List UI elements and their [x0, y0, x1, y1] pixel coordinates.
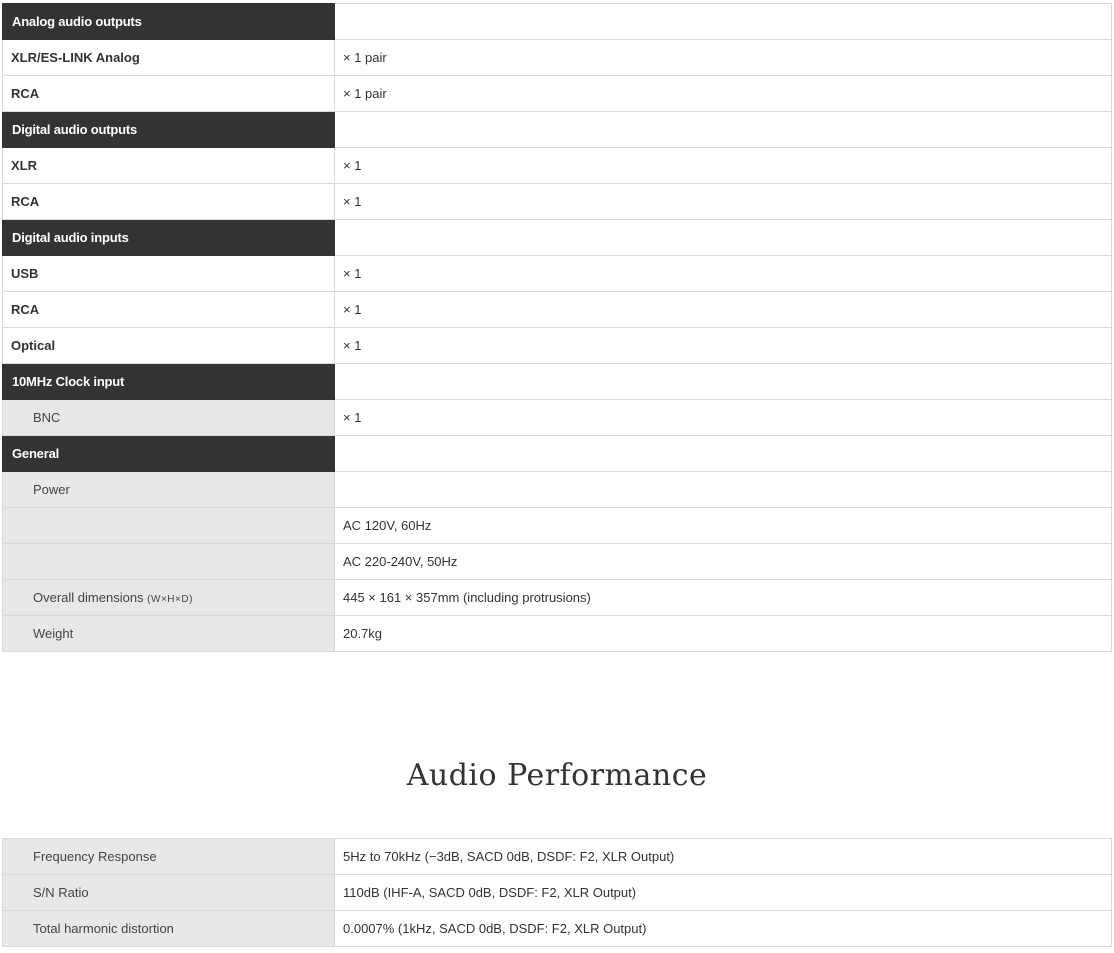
spec-label [3, 544, 335, 580]
spec-label [3, 400, 335, 436]
spec-value-text: × 1 [343, 266, 362, 281]
performance-label: Total harmonic distortion [3, 911, 335, 947]
spec-value [335, 4, 1112, 40]
spec-label-text: Weight [33, 626, 74, 641]
spec-label [3, 508, 335, 544]
spec-value-text: × 1 [343, 410, 362, 425]
spec-row [3, 616, 1112, 652]
section-header-row [3, 112, 1112, 148]
spec-value-text: × 1 [343, 194, 362, 209]
section-header-label [3, 4, 335, 40]
spec-value [335, 328, 1112, 364]
spec-label [3, 328, 335, 364]
spec-row [3, 148, 1112, 184]
spec-value [335, 580, 1112, 616]
spec-label [3, 184, 335, 220]
spec-label [3, 472, 335, 508]
spec-row [3, 472, 1112, 508]
spec-value [335, 112, 1112, 148]
spec-value [335, 436, 1112, 472]
performance-label: S/N Ratio [3, 875, 335, 911]
spec-label-text: XLR/ES-LINK Analog [11, 50, 140, 65]
spec-label-text: XLR [11, 158, 37, 173]
section-header-row [3, 436, 1112, 472]
performance-label: Frequency Response [3, 839, 335, 875]
spec-label-text: USB [11, 266, 39, 281]
spec-label-text: Overall dimensions [33, 590, 144, 605]
performance-row [3, 839, 1112, 875]
spec-label-text: RCA [11, 302, 40, 317]
performance-value: 110dB (IHF-A, SACD 0dB, DSDF: F2, XLR Output) [335, 875, 1112, 911]
performance-table [2, 838, 1112, 947]
spec-value [335, 472, 1112, 508]
section-header-label [3, 220, 335, 256]
performance-row [3, 911, 1112, 947]
spec-value-text: AC 220-240V, 50Hz [343, 554, 458, 569]
spec-label [3, 256, 335, 292]
spec-label-text: Digital audio outputs [12, 122, 138, 137]
spec-value [335, 292, 1112, 328]
performance-table-body [3, 839, 1112, 947]
spec-value [335, 220, 1112, 256]
spec-table-body [3, 4, 1112, 652]
spec-label [3, 580, 335, 616]
spec-value [335, 364, 1112, 400]
spec-label [3, 40, 335, 76]
spec-value [335, 40, 1112, 76]
spec-label-text: 10MHz Clock input [12, 374, 125, 389]
spec-value-text: × 1 pair [343, 86, 387, 101]
spec-label-text: Analog audio outputs [12, 14, 142, 29]
spec-row [3, 544, 1112, 580]
spec-label-unit: (W×H×D) [147, 594, 193, 605]
spec-value-text: 20.7kg [343, 626, 383, 641]
spec-label-text: Digital audio inputs [12, 230, 129, 245]
spec-value-text: × 1 pair [343, 50, 387, 65]
spec-label-text: Power [33, 482, 70, 497]
spec-label-text: BNC [33, 410, 61, 425]
spec-row [3, 328, 1112, 364]
spec-value [335, 148, 1112, 184]
spec-value [335, 508, 1112, 544]
section-header-row [3, 220, 1112, 256]
spec-label [3, 616, 335, 652]
spec-row [3, 580, 1112, 616]
spec-row [3, 256, 1112, 292]
spec-value [335, 616, 1112, 652]
section-header-label [3, 112, 335, 148]
spec-value [335, 544, 1112, 580]
section-header-label [3, 364, 335, 400]
spec-value-text: × 1 [343, 158, 362, 173]
spec-table [2, 3, 1112, 652]
section-header-label [3, 436, 335, 472]
spec-row [3, 40, 1112, 76]
section-header-row [3, 364, 1112, 400]
performance-value: 5Hz to 70kHz (−3dB, SACD 0dB, DSDF: F2, XLR Output) [335, 839, 1112, 875]
spec-row [3, 76, 1112, 112]
section-title: Audio Performance [406, 758, 708, 793]
spec-value-text: × 1 [343, 302, 362, 317]
spec-row [3, 292, 1112, 328]
spec-label [3, 148, 335, 184]
spec-label-text: RCA [11, 86, 40, 101]
spec-label-text: General [12, 446, 60, 461]
spec-value-text: AC 120V, 60Hz [343, 518, 432, 533]
spec-value-text: 445 × 161 × 357mm (including protrusions) [343, 590, 591, 605]
spec-label [3, 76, 335, 112]
spec-label [3, 292, 335, 328]
spec-label-text: RCA [11, 194, 40, 209]
spec-row [3, 184, 1112, 220]
spec-value [335, 256, 1112, 292]
performance-value: 0.0007% (1kHz, SACD 0dB, DSDF: F2, XLR Output) [335, 911, 1112, 947]
spec-row [3, 400, 1112, 436]
spec-value-text: × 1 [343, 338, 362, 353]
spec-value [335, 184, 1112, 220]
spec-row [3, 508, 1112, 544]
spec-value [335, 76, 1112, 112]
spec-value [335, 400, 1112, 436]
section-header-row [3, 4, 1112, 40]
performance-row [3, 875, 1112, 911]
spec-label-text: Optical [11, 338, 56, 353]
